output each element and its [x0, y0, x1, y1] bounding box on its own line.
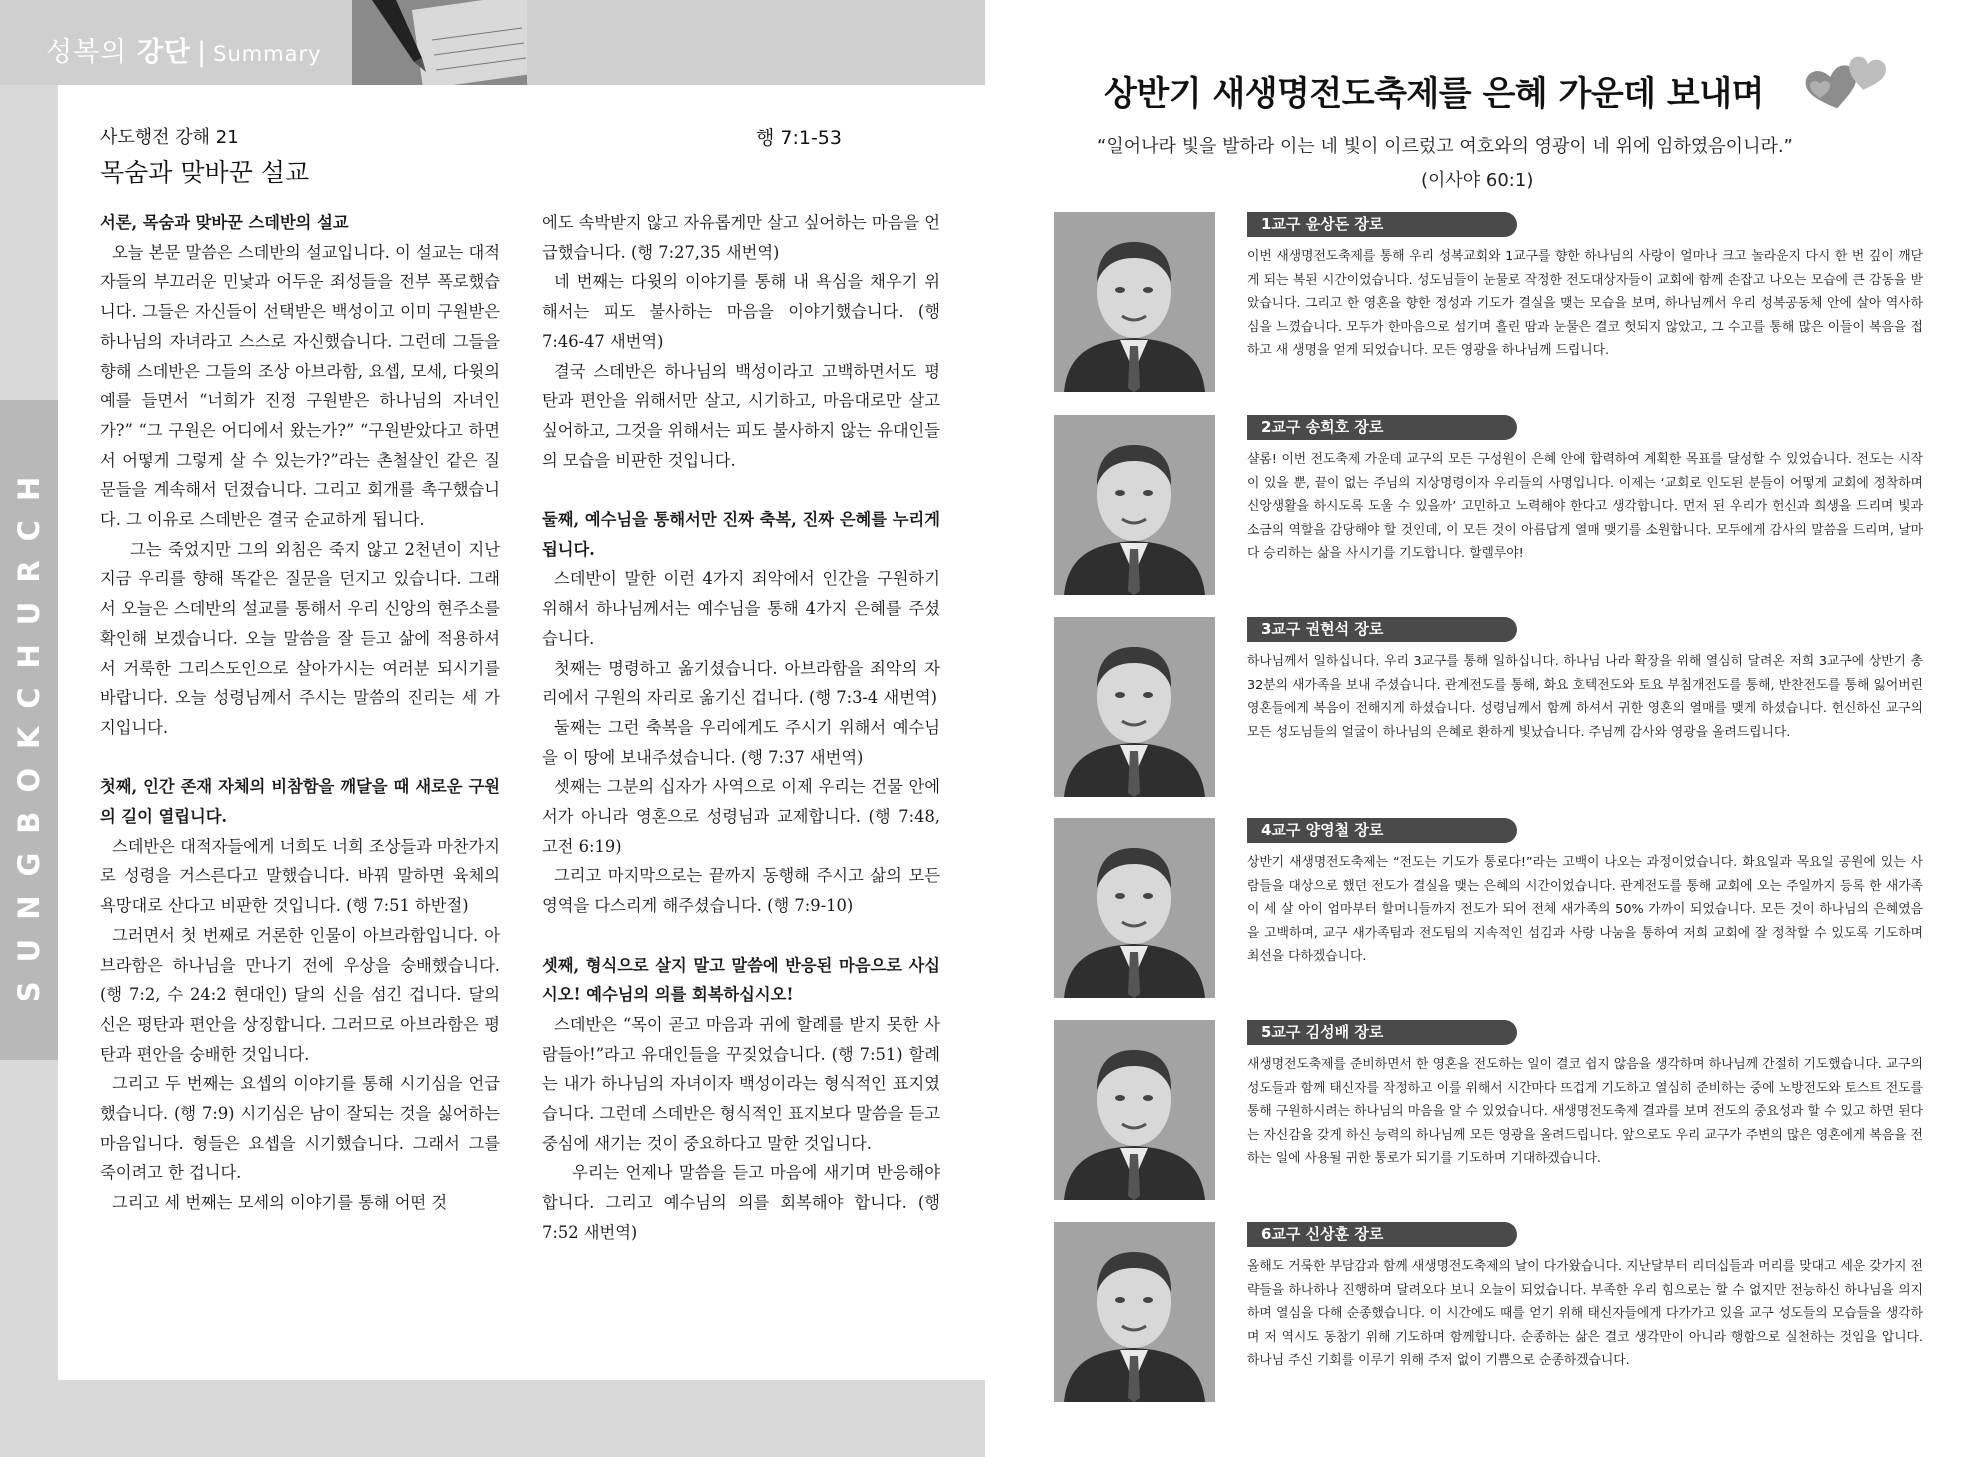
sermon-heading: 서론, 목숨과 맞바꾼 스데반의 설교	[100, 213, 349, 232]
elder-block	[1054, 415, 1934, 595]
elder-name: 3교구 권현석 장로	[1247, 617, 1517, 642]
elder-block	[1054, 1222, 1934, 1402]
sermon-paragraph: 그는 죽었지만 그의 외침은 죽지 않고 2천년이 지난 지금 우리를 향해 똑같은 질문을 던지고 있습니다. 그래서 오늘은 스데반의 설교를 통해서 우리 신앙의 현주소를 확인해 보겠습니다. 오늘 말씀을 잘 듣고 삶에 적용하셔서 거룩한 그리스도인으로 살아가시는 여러분 되시기를 바랍니다. 오늘 성령님께서 주시는 말씀의 진리는 세 가지입니다.	[100, 539, 500, 737]
fountain-pen-photo	[352, 0, 527, 85]
section-separator: |	[197, 37, 208, 68]
sermon-paragraph: 그러면서 첫 번째로 거론한 인물이 아브라함입니다. 아브라함은 하나님을 만나기 전에 우상을 숭배했습니다. (행 7:2, 수 24:2 현대인) 달의 신을 섬긴 겁니다. 달의 신은 평탄과 편안을 상징합니다. 그러므로 아브라함은 평탄과 편안을 숭배한 것입니다.	[100, 925, 500, 1064]
sermon-paragraph: 첫째는 명령하고 옮기셨습니다. 아브라함을 죄악의 자리에서 구원의 자리로 옮기신 겁니다. (행 7:3-4 새번역)	[542, 658, 940, 708]
elder-block	[1054, 1020, 1934, 1200]
elder-name: 5교구 김성배 장로	[1247, 1020, 1517, 1045]
sermon-title: 목숨과 맞바꾼 설교	[100, 158, 310, 187]
elder-portrait	[1054, 1020, 1215, 1200]
sermon-paragraph: 둘째는 그런 축복을 우리에게도 주시기 위해서 예수님을 이 땅에 보내주셨습니다. (행 7:37 새번역)	[542, 717, 940, 767]
sermon-paragraph: 스데반은 “목이 곧고 마음과 귀에 할례를 받지 못한 사람들아!”라고 유대인들을 꾸짖었습니다. (행 7:51) 할례는 내가 하나님의 자녀이자 백성이라는 형식적인 표지였습니다. 그런데 스데반은 형식적인 표지보다 말씀을 듣고 중심에 새기는 것이 중요하다고 말한 것입니다.	[542, 1014, 940, 1153]
sermon-column-right	[542, 208, 940, 1248]
sermon-panel	[58, 85, 985, 1380]
elder-portrait	[1054, 415, 1215, 595]
sermon-heading: 셋째, 형식으로 살지 말고 말씀에 반응된 마음으로 사십시오! 예수님의 의를 회복하십시오!	[542, 955, 940, 1005]
elder-name: 2교구 송희호 장로	[1247, 415, 1517, 440]
sermon-heading: 첫째, 인간 존재 자체의 비참함을 깨달을 때 새로운 구원의 길이 열립니다.	[100, 777, 500, 827]
section-title	[46, 30, 322, 69]
hearts-icon	[1800, 48, 1895, 118]
sermon-paragraph: 그리고 두 번째는 요셉의 이야기를 통해 시기심을 언급했습니다. (행 7:9) 시기심은 남이 잘되는 것을 싫어하는 마음입니다. 형들은 요셉을 시기했습니다. 그래서 그를 죽이려고 한 겁니다.	[100, 1074, 500, 1183]
sermon-paragraph: 셋째는 그분의 십자가 사역으로 이제 우리는 건물 안에서가 아니라 영혼으로 성령님과 교제합니다. (행 7:48, 고전 6:19)	[542, 777, 940, 856]
bible-verse-reference: (이사야 60:1)	[1421, 170, 1534, 191]
elder-testimony-text: 이번 새생명전도축제를 통해 우리 성복교회와 1교구를 향한 하나님의 사랑이 얼마나 크고 놀라운지 다시 한 번 깊이 깨닫게 되는 복된 시간이었습니다. 성도님들이 눈물로 작정한 전도대상자들이 교회에 함께 손잡고 나오는 모습에 큰 감동을 받았습니다. 그리고 한 영혼을 향한 정성과 기도가 결실을 맺는 모습을 보며, 하나님께서 우리 성복공동체 안에 살아 역사하심을 느꼈습니다. 모두가 한마음으로 섬기며 흘린 땀과 눈물은 결코 헛되지 않았고, 그 수고를 통해 많은 이들이 복음을 접하고 새 생명을 얻게 되었습니다. 모든 영광을 하나님께 드립니다.	[1247, 249, 1923, 358]
elder-name: 1교구 윤상돈 장로	[1247, 212, 1517, 237]
sermon-heading: 둘째, 예수님을 통해서만 진짜 축복, 진짜 은혜를 누리게 됩니다.	[542, 510, 940, 559]
section-summary: Summary	[213, 42, 322, 66]
sermon-column-left	[100, 208, 500, 1218]
elder-testimony-text: 새생명전도축제를 준비하면서 한 영혼을 전도하는 일이 결코 쉽지 않음을 생각하며 하나님께 간절히 기도했습니다. 교구의 성도들과 함께 태신자를 작정하고 이를 위해서 시간마다 뜨겁게 기도하고 열심히 준비하는 중에 노방전도와 토스트 전도를 통해 구원하시려는 하나님의 마음을 알 수 있었습니다. 새생명전도축제 결과를 보며 전도의 중요성과 할 수 있고 하면 된다는 자신감을 갖게 하신 능력의 하나님께 모든 영광을 올려드립니다. 앞으로도 우리 교구가 주변의 많은 영혼에게 복음을 전하는 일에 사용될 귀한 통로가 되기를 기도하며 기대하겠습니다.	[1247, 1057, 1923, 1166]
sermon-series: 사도행전 강해 21	[100, 127, 239, 148]
elder-testimony-text: 상반기 새생명전도축제는 “전도는 기도가 통로다!”라는 고백이 나오는 과정이었습니다. 화요일과 목요일 공원에 있는 사람들을 대상으로 했던 전도가 결실을 맺는 은혜의 시간이었습니다. 관계전도를 통해 교회에 오는 주일까지 등록 한 새가족이 세 살 아이 엄마부터 할머니들까지 전도가 되어 전체 새가족의 50% 가까이 되었습니다. 모든 것이 하나님의 은혜였음을 고백하며, 교구 새가족팀과 전도팀의 지속적인 섬김과 사랑 나눔을 통하여 저희 교회에 잘 정착할 수 있도록 기도하며 최선을 다하겠습니다.	[1247, 855, 1923, 964]
elder-testimony-text: 샬롬! 이번 전도축제 가운데 교구의 모든 구성원이 은혜 안에 합력하여 계획한 목표를 달성할 수 있었습니다. 전도는 시작이 있을 뿐, 끝이 없는 주님의 지상명령이자 우리들의 사명입니다. 이제는 ‘교회로 인도된 분들이 어떻게 교회에 정착하며 신앙생활을 하시도록 도울 수 있을까’ 고민하고 노력해야 한다고 생각합니다. 먼저 된 우리가 헌신과 희생을 드리며 빛과 소금의 역할을 감당해야 할 것인데, 이 모든 것이 아름답게 열매 맺기를 소원합니다. 모두에게 감사의 말씀을 드리며, 날마다 승리하는 삶을 사시기를 기도합니다. 할렐루야!	[1247, 452, 1923, 561]
elder-portrait	[1054, 617, 1215, 797]
elder-testimony-text: 올해도 거룩한 부담감과 함께 새생명전도축제의 날이 다가왔습니다. 지난달부터 리더십들과 머리를 맞대고 세운 갖가지 전략들을 하나하나 진행하며 달려오다 보니 오늘이 되었습니다. 부족한 우리 힘으로는 할 수 없지만 전능하신 하나님을 의지하며 열심을 다해 순종했습니다. 이 시간에도 때를 얻기 위해 태신자들에게 다가가고 있을 교구 성도들의 모습들을 생각하며 저 역시도 동참기 위해 기도하며 함께합니다. 순종하는 삶은 결코 생각만이 아니라 행함으로 실천하는 것임을 압니다. 하나님 주신 기회를 이루기 위해 주저 없이 기쁨으로 순종하겠습니다.	[1247, 1259, 1923, 1368]
elder-portrait	[1054, 818, 1215, 998]
bible-verse: “일어나라 빛을 발하라 이는 네 빛이 이르렀고 여호와의 영광이 네 위에 임하였음이니라.”	[1097, 136, 1793, 157]
elder-portrait	[1054, 212, 1215, 392]
sermon-paragraph: 에도 속박받지 않고 자유롭게만 살고 싶어하는 마음을 언급했습니다. (행 7:27,35 새번역)	[542, 213, 940, 262]
section-title-light: 성복의	[46, 37, 137, 68]
sermon-paragraph: 그리고 세 번째는 모세의 이야기를 통해 어떤 것	[112, 1193, 448, 1213]
elder-name: 6교구 신상훈 장로	[1247, 1222, 1517, 1247]
sermon-reference: 행 7:1-53	[755, 127, 842, 149]
elder-block	[1054, 617, 1934, 797]
sermon-paragraph: 스데반은 대적자들에게 너희도 너희 조상들과 마찬가지로 성령을 거스른다고 말했습니다. 바꿔 말하면 육체의 욕망대로 산다고 비판한 것입니다. (행 7:51 하반절)	[100, 836, 500, 916]
elder-block	[1054, 818, 1934, 998]
sermon-paragraph: 네 번째는 다윗의 이야기를 통해 내 욕심을 채우기 위해서는 피도 불사하는 마음을 이야기했습니다. (행 7:46-47 새번역)	[542, 272, 940, 351]
elder-testimony-text: 하나님께서 일하십니다. 우리 3교구를 통해 일하십니다. 하나님 나라 확장을 위해 열심히 달려온 저희 3교구에 상반기 총 32분의 새가족을 보내 주셨습니다. 관계전도를 통해, 화요 호텍전도와 토요 부침개전도를 통해, 반찬전도를 통해 잃어버린 영혼들에게 복음이 전해지게 하셨습니다. 성령님께서 함께 하셔서 귀한 영혼의 열매를 맺게 하셨습니다. 헌신하신 교구의 모든 성도님들의 얼굴이 하나님의 은혜로 환하게 빛났습니다. 주님께 감사와 영광을 올려드립니다.	[1247, 654, 1923, 740]
elder-portrait	[1054, 1222, 1215, 1402]
sermon-paragraph: 스데반이 말한 이런 4가지 죄악에서 인간을 구원하기 위해서 하나님께서는 예수님을 통해 4가지 은혜를 주셨습니다.	[542, 569, 940, 648]
sidebar-church-name: SUNGBOKCHURCH	[12, 457, 46, 1003]
sermon-paragraph: 오늘 본문 말씀은 스데반의 설교입니다. 이 설교는 대적자들의 부끄러운 민낯과 어두운 죄성들을 전부 폭로했습니다. 그들은 자신들이 선택받은 백성이고 이미 구원받은 하나님의 자녀라고 스스로 자신했습니다. 그런데 그들을 향해 스데반은 그들의 조상 아브라함, 요셉, 모세, 다윗의 예를 들면서 “너희가 진정 구원받은 하나님의 자녀인가?” “그 구원은 어디에서 왔는가?” “구원받았다고 하면서 어떻게 그렇게 살 수 있는가?”라는 촌철살인 같은 질문들을 계속해서 던졌습니다. 그리고 회개를 촉구했습니다. 그 이유로 스데반은 결국 순교하게 됩니다.	[100, 242, 500, 530]
elder-block	[1054, 212, 1934, 392]
sermon-paragraph: 우리는 언제나 말씀을 듣고 마음에 새기며 반응해야 합니다. 그리고 예수님의 의를 회복해야 합니다. (행 7:52 새번역)	[542, 1163, 940, 1242]
sermon-paragraph: 그리고 마지막으로는 끝까지 동행해 주시고 삶의 모든 영역을 다스리게 해주셨습니다. (행 7:9-10)	[542, 866, 940, 916]
sermon-paragraph: 결국 스데반은 하나님의 백성이라고 고백하면서도 평탄과 편안을 위해서만 살고, 시기하고, 마음대로만 살고 싶어하고, 그것을 위해서는 피도 불사하지 않는 유대인들의 모습을 비판한 것입니다.	[542, 361, 940, 470]
page-title: 상반기 새생명전도축제를 은혜 가운데 보내며	[1104, 74, 1764, 114]
elder-name: 4교구 양영철 장로	[1247, 818, 1517, 843]
section-title-bold: 강단	[136, 37, 192, 68]
